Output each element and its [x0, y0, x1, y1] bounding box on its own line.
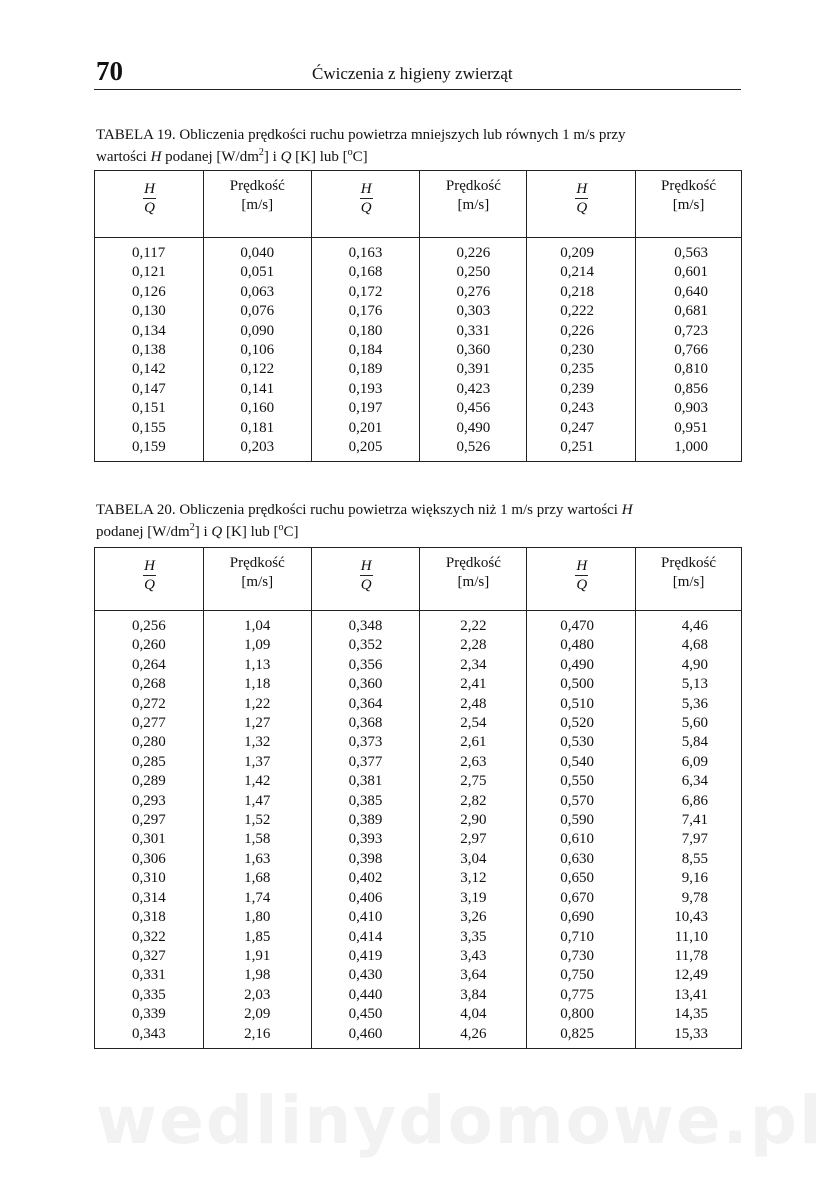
cell-h-over-q: 0,280 — [132, 734, 166, 751]
cell-speed: 8,55 — [636, 850, 742, 869]
table20-caption — [96, 502, 742, 541]
cell-h-over-q: 0,500 — [527, 675, 636, 694]
cell-speed: 1,13 — [203, 656, 311, 675]
cell-h-over-q: 0,189 — [311, 360, 420, 379]
cell-h-over-q: 0,306 — [132, 850, 166, 867]
cell-speed: 0,090 — [203, 322, 311, 341]
table-row — [95, 869, 742, 888]
cell-h-over-q: 0,377 — [311, 753, 420, 772]
cell-speed: 1,91 — [203, 947, 311, 966]
cell-h-over-q: 0,251 — [527, 438, 636, 462]
cell-speed: 10,43 — [636, 908, 742, 927]
cell-h-over-q: 0,331 — [132, 967, 166, 984]
cell-speed: 6,09 — [636, 753, 742, 772]
cell-h-over-q: 0,419 — [311, 947, 420, 966]
cell-speed: 1,47 — [203, 792, 311, 811]
cell-speed: 2,63 — [420, 753, 527, 772]
cell-h-over-q: 0,151 — [132, 400, 166, 417]
cell-speed: 11,10 — [636, 928, 742, 947]
cell-speed: 0,331 — [420, 322, 527, 341]
cell-h-over-q: 0,775 — [527, 986, 636, 1005]
cell-h-over-q: 0,130 — [132, 303, 166, 320]
cell-h-over-q: 0,360 — [311, 675, 420, 694]
cell-h-over-q: 0,134 — [132, 322, 166, 339]
table-row — [95, 947, 742, 966]
fraction-numerator: H — [144, 558, 155, 574]
table-row — [95, 811, 742, 830]
cell-speed: 2,28 — [420, 636, 527, 655]
table-row — [95, 341, 742, 360]
cell-h-over-q: 0,272 — [132, 695, 166, 712]
cell-speed: 1,68 — [203, 869, 311, 888]
cell-h-over-q: 0,289 — [132, 773, 166, 790]
table-row — [95, 928, 742, 947]
cell-h-over-q: 0,470 — [527, 611, 636, 637]
cell-speed: 3,64 — [420, 966, 527, 985]
speed-header-unit: [m/s] — [672, 574, 705, 590]
fraction-denominator: Q — [576, 577, 588, 593]
table-row — [95, 380, 742, 399]
cell-speed: 7,97 — [636, 830, 742, 849]
table-row — [95, 695, 742, 714]
cell-speed: 0,051 — [203, 263, 311, 282]
table-row — [95, 772, 742, 791]
cell-h-over-q: 0,610 — [527, 830, 636, 849]
speed-header-unit: [m/s] — [241, 574, 274, 590]
cell-speed: 0,303 — [420, 302, 527, 321]
cell-speed: 0,951 — [636, 419, 742, 438]
h-over-q-fraction — [360, 558, 373, 593]
cell-h-over-q: 0,410 — [311, 908, 420, 927]
cell-h-over-q: 0,343 — [132, 1025, 166, 1042]
table-row — [95, 908, 742, 927]
cell-h-over-q: 0,256 — [132, 618, 166, 634]
table-row — [95, 733, 742, 752]
cell-speed: 15,33 — [636, 1025, 742, 1049]
fraction-numerator: H — [360, 558, 372, 574]
fraction-bar — [575, 198, 588, 199]
cell-speed: 3,12 — [420, 869, 527, 888]
column-header-h-over-q — [527, 548, 636, 611]
cell-h-over-q: 0,176 — [311, 302, 420, 321]
cell-h-over-q: 0,406 — [311, 889, 420, 908]
speed-header-label: Prędkość — [445, 555, 501, 571]
cell-h-over-q: 0,205 — [311, 438, 420, 462]
cell-speed: 0,106 — [203, 341, 311, 360]
cell-speed: 6,86 — [636, 792, 742, 811]
cell-speed: 0,640 — [636, 283, 742, 302]
table-row — [95, 889, 742, 908]
cell-h-over-q: 0,385 — [311, 792, 420, 811]
cell-h-over-q: 0,138 — [132, 342, 166, 359]
column-header-speed — [636, 171, 742, 238]
cell-h-over-q: 0,690 — [527, 908, 636, 927]
cell-speed: 1,32 — [203, 733, 311, 752]
cell-h-over-q: 0,530 — [527, 733, 636, 752]
table-row — [95, 399, 742, 418]
table19 — [94, 170, 742, 462]
cell-h-over-q: 0,730 — [527, 947, 636, 966]
cell-speed: 1,58 — [203, 830, 311, 849]
cell-speed: 1,74 — [203, 889, 311, 908]
page-number: 70 — [96, 56, 123, 86]
cell-speed: 12,49 — [636, 966, 742, 985]
cell-h-over-q: 0,348 — [311, 611, 420, 637]
cell-h-over-q: 0,121 — [132, 264, 166, 281]
cell-h-over-q: 0,800 — [527, 1005, 636, 1024]
table-row — [95, 302, 742, 321]
cell-speed: 1,09 — [203, 636, 311, 655]
cell-h-over-q: 0,430 — [311, 966, 420, 985]
table19-caption-line1: TABELA 19. Obliczenia prędkości ruchu powietrza mniejszych lub równych 1 m/s przy — [96, 127, 626, 143]
cell-speed: 0,360 — [420, 341, 527, 360]
cell-speed: 2,97 — [420, 830, 527, 849]
table20-header-row — [95, 548, 742, 611]
column-header-speed — [203, 548, 311, 611]
column-header-h-over-q — [527, 171, 636, 238]
table-row — [95, 675, 742, 694]
cell-speed: 1,98 — [203, 966, 311, 985]
cell-h-over-q: 0,490 — [527, 656, 636, 675]
speed-header-label: Prędkość — [229, 178, 285, 194]
cell-speed: 0,723 — [636, 322, 742, 341]
cell-speed: 1,80 — [203, 908, 311, 927]
cell-h-over-q: 0,322 — [132, 928, 166, 945]
cell-speed: 2,22 — [420, 611, 527, 637]
table20-caption-line1: TABELA 20. Obliczenia prędkości ruchu powietrza większych niż 1 m/s przy wartości H — [96, 502, 633, 518]
cell-speed: 2,34 — [420, 656, 527, 675]
h-over-q-fraction — [360, 181, 373, 216]
fraction-bar — [360, 198, 373, 199]
table-row — [95, 611, 742, 637]
fraction-numerator: H — [360, 181, 372, 197]
cell-h-over-q: 0,352 — [311, 636, 420, 655]
cell-h-over-q: 0,630 — [527, 850, 636, 869]
fraction-bar — [143, 198, 156, 199]
cell-speed: 2,41 — [420, 675, 527, 694]
fraction-bar — [575, 575, 588, 576]
cell-speed: 1,42 — [203, 772, 311, 791]
table20-caption-line2: podanej $[W/dm^2]$ i Q [K] lub [$^o$C] — [96, 522, 299, 540]
table-row — [95, 419, 742, 438]
fraction-denominator: Q — [144, 200, 155, 216]
cell-speed: 2,82 — [420, 792, 527, 811]
cell-h-over-q: 0,193 — [311, 380, 420, 399]
speed-header-unit: [m/s] — [672, 197, 705, 213]
cell-h-over-q: 0,293 — [132, 792, 166, 809]
cell-h-over-q: 0,301 — [132, 831, 166, 848]
table19-body — [95, 238, 742, 462]
fraction-denominator: Q — [360, 577, 372, 593]
cell-speed: 0,456 — [420, 399, 527, 418]
cell-speed: 7,41 — [636, 811, 742, 830]
fraction-denominator: Q — [144, 577, 155, 593]
cell-speed: 0,490 — [420, 419, 527, 438]
cell-speed: 0,250 — [420, 263, 527, 282]
table20-body — [95, 611, 742, 1049]
cell-h-over-q: 0,480 — [527, 636, 636, 655]
cell-h-over-q: 0,440 — [311, 986, 420, 1005]
cell-speed: 1,04 — [203, 611, 311, 637]
cell-h-over-q: 0,310 — [132, 870, 166, 887]
speed-header-label: Prędkość — [661, 178, 717, 194]
cell-h-over-q: 0,825 — [527, 1025, 636, 1049]
cell-h-over-q: 0,180 — [311, 322, 420, 341]
table-row — [95, 438, 742, 462]
fraction-bar — [360, 575, 373, 576]
cell-speed: 0,601 — [636, 263, 742, 282]
cell-speed: 9,78 — [636, 889, 742, 908]
cell-h-over-q: 0,155 — [132, 419, 166, 436]
table19-caption — [96, 127, 742, 166]
table-row — [95, 322, 742, 341]
column-header-speed — [420, 548, 527, 611]
cell-h-over-q: 0,460 — [311, 1025, 420, 1049]
cell-speed: 5,36 — [636, 695, 742, 714]
cell-h-over-q: 0,364 — [311, 695, 420, 714]
fraction-bar — [143, 575, 156, 576]
h-over-q-fraction — [575, 558, 588, 593]
cell-h-over-q: 0,335 — [132, 986, 166, 1003]
cell-speed: 0,810 — [636, 360, 742, 379]
cell-speed: 0,856 — [636, 380, 742, 399]
cell-h-over-q: 0,368 — [311, 714, 420, 733]
cell-h-over-q: 0,277 — [132, 715, 166, 732]
cell-speed: 4,68 — [636, 636, 742, 655]
cell-h-over-q: 0,389 — [311, 811, 420, 830]
cell-speed: 0,391 — [420, 360, 527, 379]
cell-speed: 14,35 — [636, 1005, 742, 1024]
cell-speed: 3,19 — [420, 889, 527, 908]
cell-h-over-q: 0,373 — [311, 733, 420, 752]
cell-speed: 2,03 — [203, 986, 311, 1005]
fraction-numerator: H — [144, 181, 155, 197]
cell-speed: 1,63 — [203, 850, 311, 869]
cell-speed: 0,563 — [636, 238, 742, 264]
cell-speed: 1,85 — [203, 928, 311, 947]
fraction-denominator: Q — [360, 200, 372, 216]
cell-h-over-q: 0,239 — [527, 380, 636, 399]
column-header-h-over-q — [311, 548, 420, 611]
cell-speed: 4,46 — [636, 611, 742, 637]
h-over-q-fraction — [575, 181, 588, 216]
cell-speed: 3,43 — [420, 947, 527, 966]
cell-h-over-q: 0,402 — [311, 869, 420, 888]
table-row — [95, 283, 742, 302]
cell-h-over-q: 0,168 — [311, 263, 420, 282]
cell-speed: 13,41 — [636, 986, 742, 1005]
cell-speed: 0,160 — [203, 399, 311, 418]
cell-speed: 11,78 — [636, 947, 742, 966]
cell-h-over-q: 0,398 — [311, 850, 420, 869]
cell-speed: 3,84 — [420, 986, 527, 1005]
cell-h-over-q: 0,117 — [132, 245, 166, 261]
cell-speed: 0,526 — [420, 438, 527, 462]
cell-speed: 0,076 — [203, 302, 311, 321]
cell-speed: 9,16 — [636, 869, 742, 888]
cell-h-over-q: 0,142 — [132, 361, 166, 378]
cell-speed: 2,48 — [420, 695, 527, 714]
cell-h-over-q: 0,126 — [132, 283, 166, 300]
column-header-h-over-q — [95, 548, 204, 611]
running-title: Ćwiczenia z higieny zwierząt — [312, 64, 513, 83]
table-row — [95, 966, 742, 985]
cell-h-over-q: 0,520 — [527, 714, 636, 733]
cell-speed: 1,22 — [203, 695, 311, 714]
cell-h-over-q: 0,540 — [527, 753, 636, 772]
cell-h-over-q: 0,222 — [527, 302, 636, 321]
cell-speed: 0,681 — [636, 302, 742, 321]
cell-h-over-q: 0,590 — [527, 811, 636, 830]
cell-h-over-q: 0,670 — [527, 889, 636, 908]
cell-speed: 1,000 — [636, 438, 742, 462]
cell-h-over-q: 0,570 — [527, 792, 636, 811]
cell-h-over-q: 0,268 — [132, 676, 166, 693]
cell-h-over-q: 0,314 — [132, 889, 166, 906]
fraction-denominator: Q — [576, 200, 588, 216]
speed-header-label: Prędkość — [445, 178, 501, 194]
cell-speed: 0,766 — [636, 341, 742, 360]
table-row — [95, 238, 742, 264]
cell-h-over-q: 0,381 — [311, 772, 420, 791]
table-row — [95, 263, 742, 282]
table-row — [95, 1025, 742, 1049]
cell-speed: 4,04 — [420, 1005, 527, 1024]
table-row — [95, 656, 742, 675]
cell-h-over-q: 0,750 — [527, 966, 636, 985]
cell-h-over-q: 0,214 — [527, 263, 636, 282]
header-rule — [94, 89, 741, 90]
cell-h-over-q: 0,230 — [527, 341, 636, 360]
speed-header-label: Prędkość — [229, 555, 285, 571]
cell-speed: 2,09 — [203, 1005, 311, 1024]
cell-h-over-q: 0,264 — [132, 656, 166, 673]
cell-h-over-q: 0,172 — [311, 283, 420, 302]
speed-header-unit: [m/s] — [457, 197, 490, 213]
cell-speed: 2,61 — [420, 733, 527, 752]
table20 — [94, 547, 742, 1049]
cell-h-over-q: 0,247 — [527, 419, 636, 438]
table-row — [95, 986, 742, 1005]
cell-h-over-q: 0,450 — [311, 1005, 420, 1024]
cell-h-over-q: 0,209 — [527, 238, 636, 264]
fraction-numerator: H — [576, 558, 588, 574]
cell-speed: 1,27 — [203, 714, 311, 733]
cell-h-over-q: 0,297 — [132, 812, 166, 829]
column-header-h-over-q — [311, 171, 420, 238]
cell-h-over-q: 0,393 — [311, 830, 420, 849]
table19-caption-line2: wartości H podanej $[W/dm^2]$ i Q [K] lub [$^o$C] — [96, 147, 368, 165]
cell-speed: 0,181 — [203, 419, 311, 438]
cell-speed: 2,90 — [420, 811, 527, 830]
cell-h-over-q: 0,650 — [527, 869, 636, 888]
cell-speed: 3,26 — [420, 908, 527, 927]
cell-speed: 0,423 — [420, 380, 527, 399]
cell-speed: 0,122 — [203, 360, 311, 379]
cell-speed: 0,063 — [203, 283, 311, 302]
cell-h-over-q: 0,243 — [527, 399, 636, 418]
cell-speed: 1,52 — [203, 811, 311, 830]
cell-h-over-q: 0,318 — [132, 909, 166, 926]
cell-speed: 5,60 — [636, 714, 742, 733]
cell-speed: 0,276 — [420, 283, 527, 302]
column-header-speed — [636, 548, 742, 611]
speed-header-label: Prędkość — [661, 555, 717, 571]
cell-h-over-q: 0,327 — [132, 947, 166, 964]
cell-h-over-q: 0,550 — [527, 772, 636, 791]
speed-header-unit: [m/s] — [457, 574, 490, 590]
h-over-q-fraction — [143, 558, 156, 593]
cell-speed: 3,35 — [420, 928, 527, 947]
cell-h-over-q: 0,710 — [527, 928, 636, 947]
cell-h-over-q: 0,339 — [132, 1006, 166, 1023]
cell-h-over-q: 0,147 — [132, 380, 166, 397]
cell-h-over-q: 0,235 — [527, 360, 636, 379]
cell-h-over-q: 0,285 — [132, 753, 166, 770]
table-row — [95, 360, 742, 379]
cell-speed: 3,04 — [420, 850, 527, 869]
cell-speed: 2,75 — [420, 772, 527, 791]
cell-h-over-q: 0,201 — [311, 419, 420, 438]
cell-speed: 5,13 — [636, 675, 742, 694]
cell-h-over-q: 0,226 — [527, 322, 636, 341]
cell-speed: 1,37 — [203, 753, 311, 772]
cell-h-over-q: 0,356 — [311, 656, 420, 675]
cell-h-over-q: 0,184 — [311, 341, 420, 360]
cell-speed: 2,54 — [420, 714, 527, 733]
cell-h-over-q: 0,163 — [311, 238, 420, 264]
column-header-speed — [203, 171, 311, 238]
cell-h-over-q: 0,218 — [527, 283, 636, 302]
h-over-q-fraction — [143, 181, 156, 216]
column-header-speed — [420, 171, 527, 238]
cell-speed: 0,203 — [203, 438, 311, 462]
cell-speed: 4,90 — [636, 656, 742, 675]
cell-speed: 6,34 — [636, 772, 742, 791]
watermark: wedlinydomowe.pl — [96, 1082, 824, 1159]
cell-h-over-q: 0,197 — [311, 399, 420, 418]
cell-h-over-q: 0,414 — [311, 928, 420, 947]
table-row — [95, 636, 742, 655]
fraction-numerator: H — [576, 181, 588, 197]
cell-speed: 0,903 — [636, 399, 742, 418]
cell-speed: 2,16 — [203, 1025, 311, 1049]
cell-speed: 1,18 — [203, 675, 311, 694]
cell-h-over-q: 0,260 — [132, 637, 166, 654]
cell-speed: 4,26 — [420, 1025, 527, 1049]
column-header-h-over-q — [95, 171, 204, 238]
table-row — [95, 850, 742, 869]
cell-speed: 0,226 — [420, 238, 527, 264]
speed-header-unit: [m/s] — [241, 197, 274, 213]
cell-h-over-q: 0,159 — [132, 439, 166, 456]
table19-header-row — [95, 171, 742, 238]
table-row — [95, 1005, 742, 1024]
cell-h-over-q: 0,510 — [527, 695, 636, 714]
table-row — [95, 753, 742, 772]
cell-speed: 0,141 — [203, 380, 311, 399]
table-row — [95, 714, 742, 733]
cell-speed: 5,84 — [636, 733, 742, 752]
cell-speed: 0,040 — [203, 238, 311, 264]
table-row — [95, 792, 742, 811]
table-row — [95, 830, 742, 849]
